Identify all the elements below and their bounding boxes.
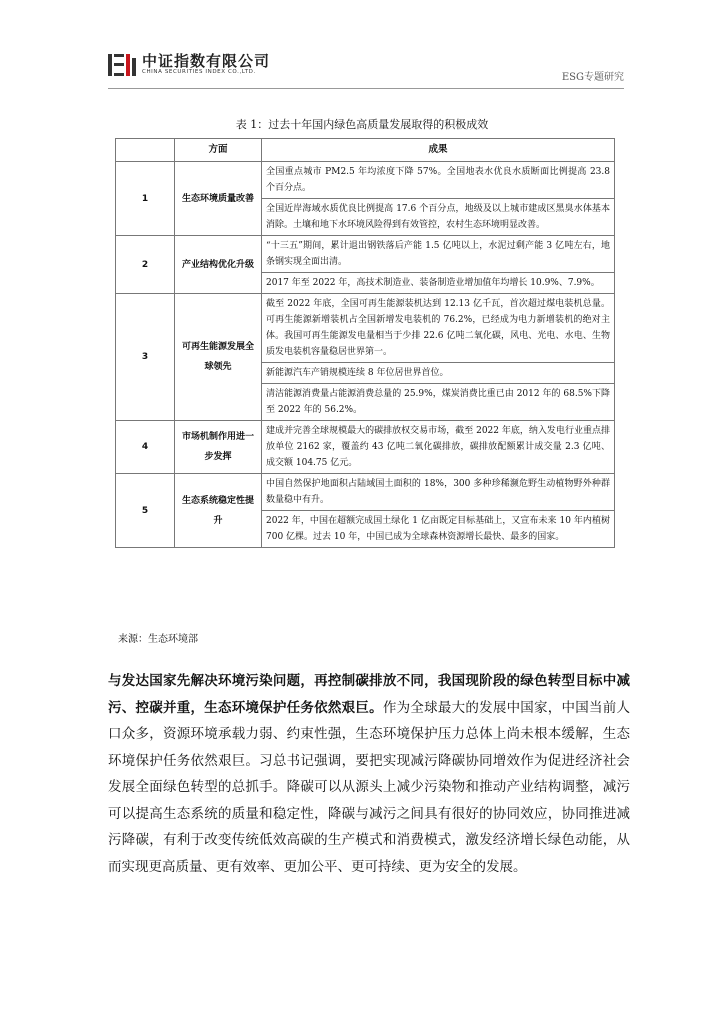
source-note: 来源：生态环境部 — [118, 634, 198, 645]
body-paragraph — [108, 668, 630, 880]
row-index: 1 — [116, 162, 175, 236]
table-row — [116, 421, 615, 474]
table-header-row — [116, 139, 615, 162]
row-result: 新能源汽车产销规模连续 8 年位居世界首位。 — [262, 363, 615, 384]
table-row — [116, 162, 615, 199]
row-result: 全国近岸海域水质优良比例提高 17.6 个百分点，地级及以上城市建成区黑臭水体基本消除。土壤和地下水环境风险得到有效管控，农村生态环境明显改善。 — [262, 199, 615, 236]
section-label: ESG专题研究 — [561, 72, 624, 83]
header-aspect: 方面 — [175, 139, 262, 162]
page-header — [108, 48, 624, 84]
achievements-table — [115, 138, 615, 548]
row-result: “十三五”期间，累计退出钢铁落后产能 1.5 亿吨以上，水泥过剩产能 3 亿吨左右，地条钢实现全面出清。 — [262, 236, 615, 273]
paragraph-text: 作为全球最大的发展中国家，中国当前人口众多，资源环境承载力弱、约束性强，生态环境保护压力总体上尚未根本缓解，生态环境保护任务依然艰巨。习总书记强调，要把实现减污降碳协同增效作为促进经济社会发展全面绿色转型的总抓手。降碳可以从源头上减少污染物和推动产业结构调整，减污可以提高生态系统的质量和稳定性，降碳与减污之间具有很好的协同效应，协同推进减污降碳，有利于改变传统低效高碳的生产模式和消费模式，激发经济增长绿色动能，从而实现更高质量、更有效率、更加公平、更可持续、更为安全的发展。 — [108, 699, 631, 875]
row-result: 2017 年至 2022 年，高技术制造业、装备制造业增加值年均增长 10.9%、7.9%。 — [262, 273, 615, 294]
row-result: 清洁能源消费量占能源消费总量的 25.9%，煤炭消费比重已由 2012 年的 68.5%下降至 2022 年的 56.2%。 — [262, 384, 615, 421]
table-row — [116, 294, 615, 363]
table-row — [116, 474, 615, 511]
row-index: 2 — [116, 236, 175, 294]
row-result: 2022 年，中国在超额完成国土绿化 1 亿亩既定目标基础上，又宣布未来 10 年内植树 700 亿棵。过去 10 年，中国已成为全球森林资源增长最快、最多的国家。 — [262, 511, 615, 548]
row-aspect: 生态环境质量改善 — [175, 162, 262, 236]
row-aspect: 市场机制作用进一步发挥 — [175, 421, 262, 474]
row-index: 5 — [116, 474, 175, 548]
company-logo-icon — [108, 52, 138, 78]
header-index — [116, 139, 175, 162]
row-result: 中国自然保护地面积占陆域国土面积的 18%，300 多种珍稀濒危野生动植物野外种群数量稳中有升。 — [262, 474, 615, 511]
company-name-en: CHINA SECURITIES INDEX CO.,LTD. — [142, 69, 256, 75]
row-aspect: 生态系统稳定性提升 — [175, 474, 262, 548]
table-title: 表 1：过去十年国内绿色高质量发展取得的积极成效 — [235, 118, 489, 131]
table-row — [116, 236, 615, 273]
header-result: 成果 — [262, 139, 615, 162]
row-index: 4 — [116, 421, 175, 474]
row-index: 3 — [116, 294, 175, 421]
row-result: 截至 2022 年底，全国可再生能源装机达到 12.13 亿千瓦，首次超过煤电装机总量。可再生能源新增装机占全国新增发电装机的 76.2%，已经成为电力新增装机的绝对主体。我国可再生能源发电量相当于少排 22.6 亿吨二氧化碳，风电、光电、水电、生物质发电装机容量稳居世界第一。 — [262, 294, 615, 363]
paragraph-bold-lead: 与发达国家先解决环境污染问题，再控制碳排放不同，我国现阶段的绿色转型目标中减污、控碳并重，生态环境保护任务依然艰巨。 — [108, 673, 630, 716]
company-name-cn: 中证指数有限公司 — [142, 52, 271, 70]
row-result: 建成并完善全球规模最大的碳排放权交易市场，截至 2022 年底，纳入发电行业重点排放单位 2162 家，覆盖约 43 亿吨二氧化碳排放，碳排放配额累计成交量 2.3 亿吨、成交额 104.75 亿元。 — [262, 421, 615, 474]
header-divider — [108, 88, 624, 89]
row-aspect: 可再生能源发展全球领先 — [175, 294, 262, 421]
row-result: 全国重点城市 PM2.5 年均浓度下降 57%。全国地表水优良水质断面比例提高 23.8 个百分点。 — [262, 162, 615, 199]
row-aspect: 产业结构优化升级 — [175, 236, 262, 294]
